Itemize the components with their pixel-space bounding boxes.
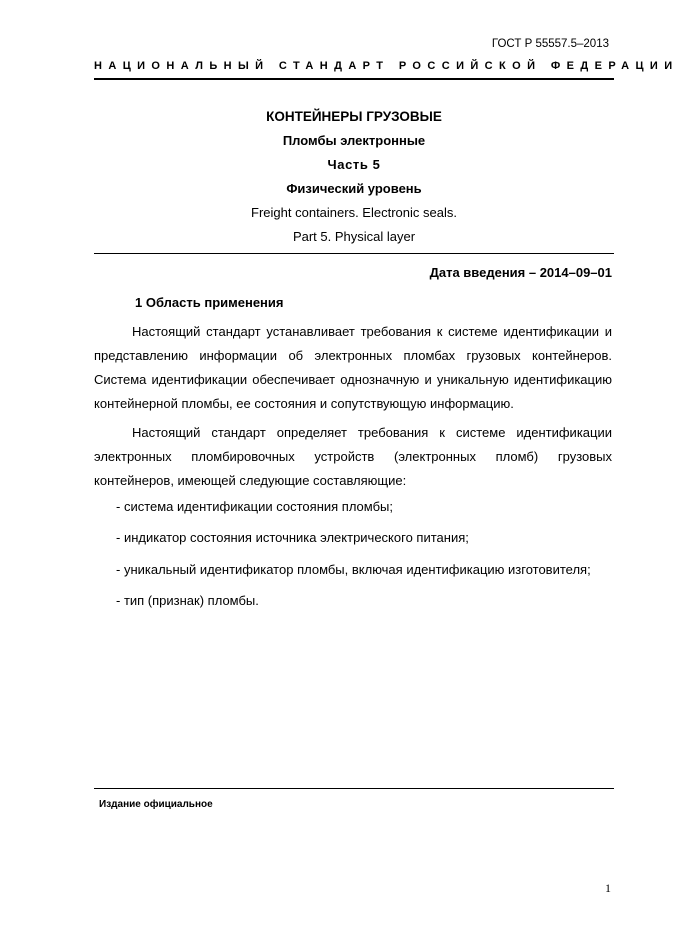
title-block <box>94 108 614 252</box>
list-item: - система идентификации состояния пломбы; <box>116 499 393 514</box>
page-number: 1 <box>605 881 611 895</box>
national-standard-banner: НАЦИОНАЛЬНЫЙ СТАНДАРТ РОССИЙСКОЙ ФЕДЕРАЦИИ <box>94 60 679 72</box>
section-heading: 1 Область применения <box>135 295 284 310</box>
part-number: Часть 5 <box>327 157 381 172</box>
part-name: Физический уровень <box>286 181 422 196</box>
list-item: - уникальный идентификатор пломбы, включая идентификацию изготовителя; <box>116 562 591 577</box>
introduction-date: Дата введения – 2014–09–01 <box>429 265 612 280</box>
english-part: Part 5. Physical layer <box>292 229 416 244</box>
paragraph: Настоящий стандарт определяет требования к системе идентификации электронных пломбировочных устройств (электронных пломб) грузовых контейнеров, имеющей следующие составляющие: <box>94 425 612 488</box>
paragraph: Настоящий стандарт устанавливает требования к системе идентификации и представлению информации об электронных пломбах грузовых контейнеров. Система идентификации обеспечивает однозначную и уникальную идентификацию контейнерной пломбы, ее состояния и сопутствующую информацию. <box>94 324 612 411</box>
standard-code: ГОСТ Р 55557.5–2013 <box>491 38 609 50</box>
document-title: КОНТЕЙНЕРЫ ГРУЗОВЫЕ <box>266 109 442 124</box>
header-divider <box>94 78 614 80</box>
document-subtitle: Пломбы электронные <box>282 133 426 148</box>
footer-divider <box>94 788 614 789</box>
list-item: - тип (признак) пломбы. <box>116 593 259 608</box>
official-edition-note: Издание официальное <box>99 799 213 810</box>
title-divider <box>94 253 614 254</box>
list-item: - индикатор состояния источника электрического питания; <box>116 530 469 545</box>
english-title: Freight containers. Electronic seals. <box>251 205 457 220</box>
